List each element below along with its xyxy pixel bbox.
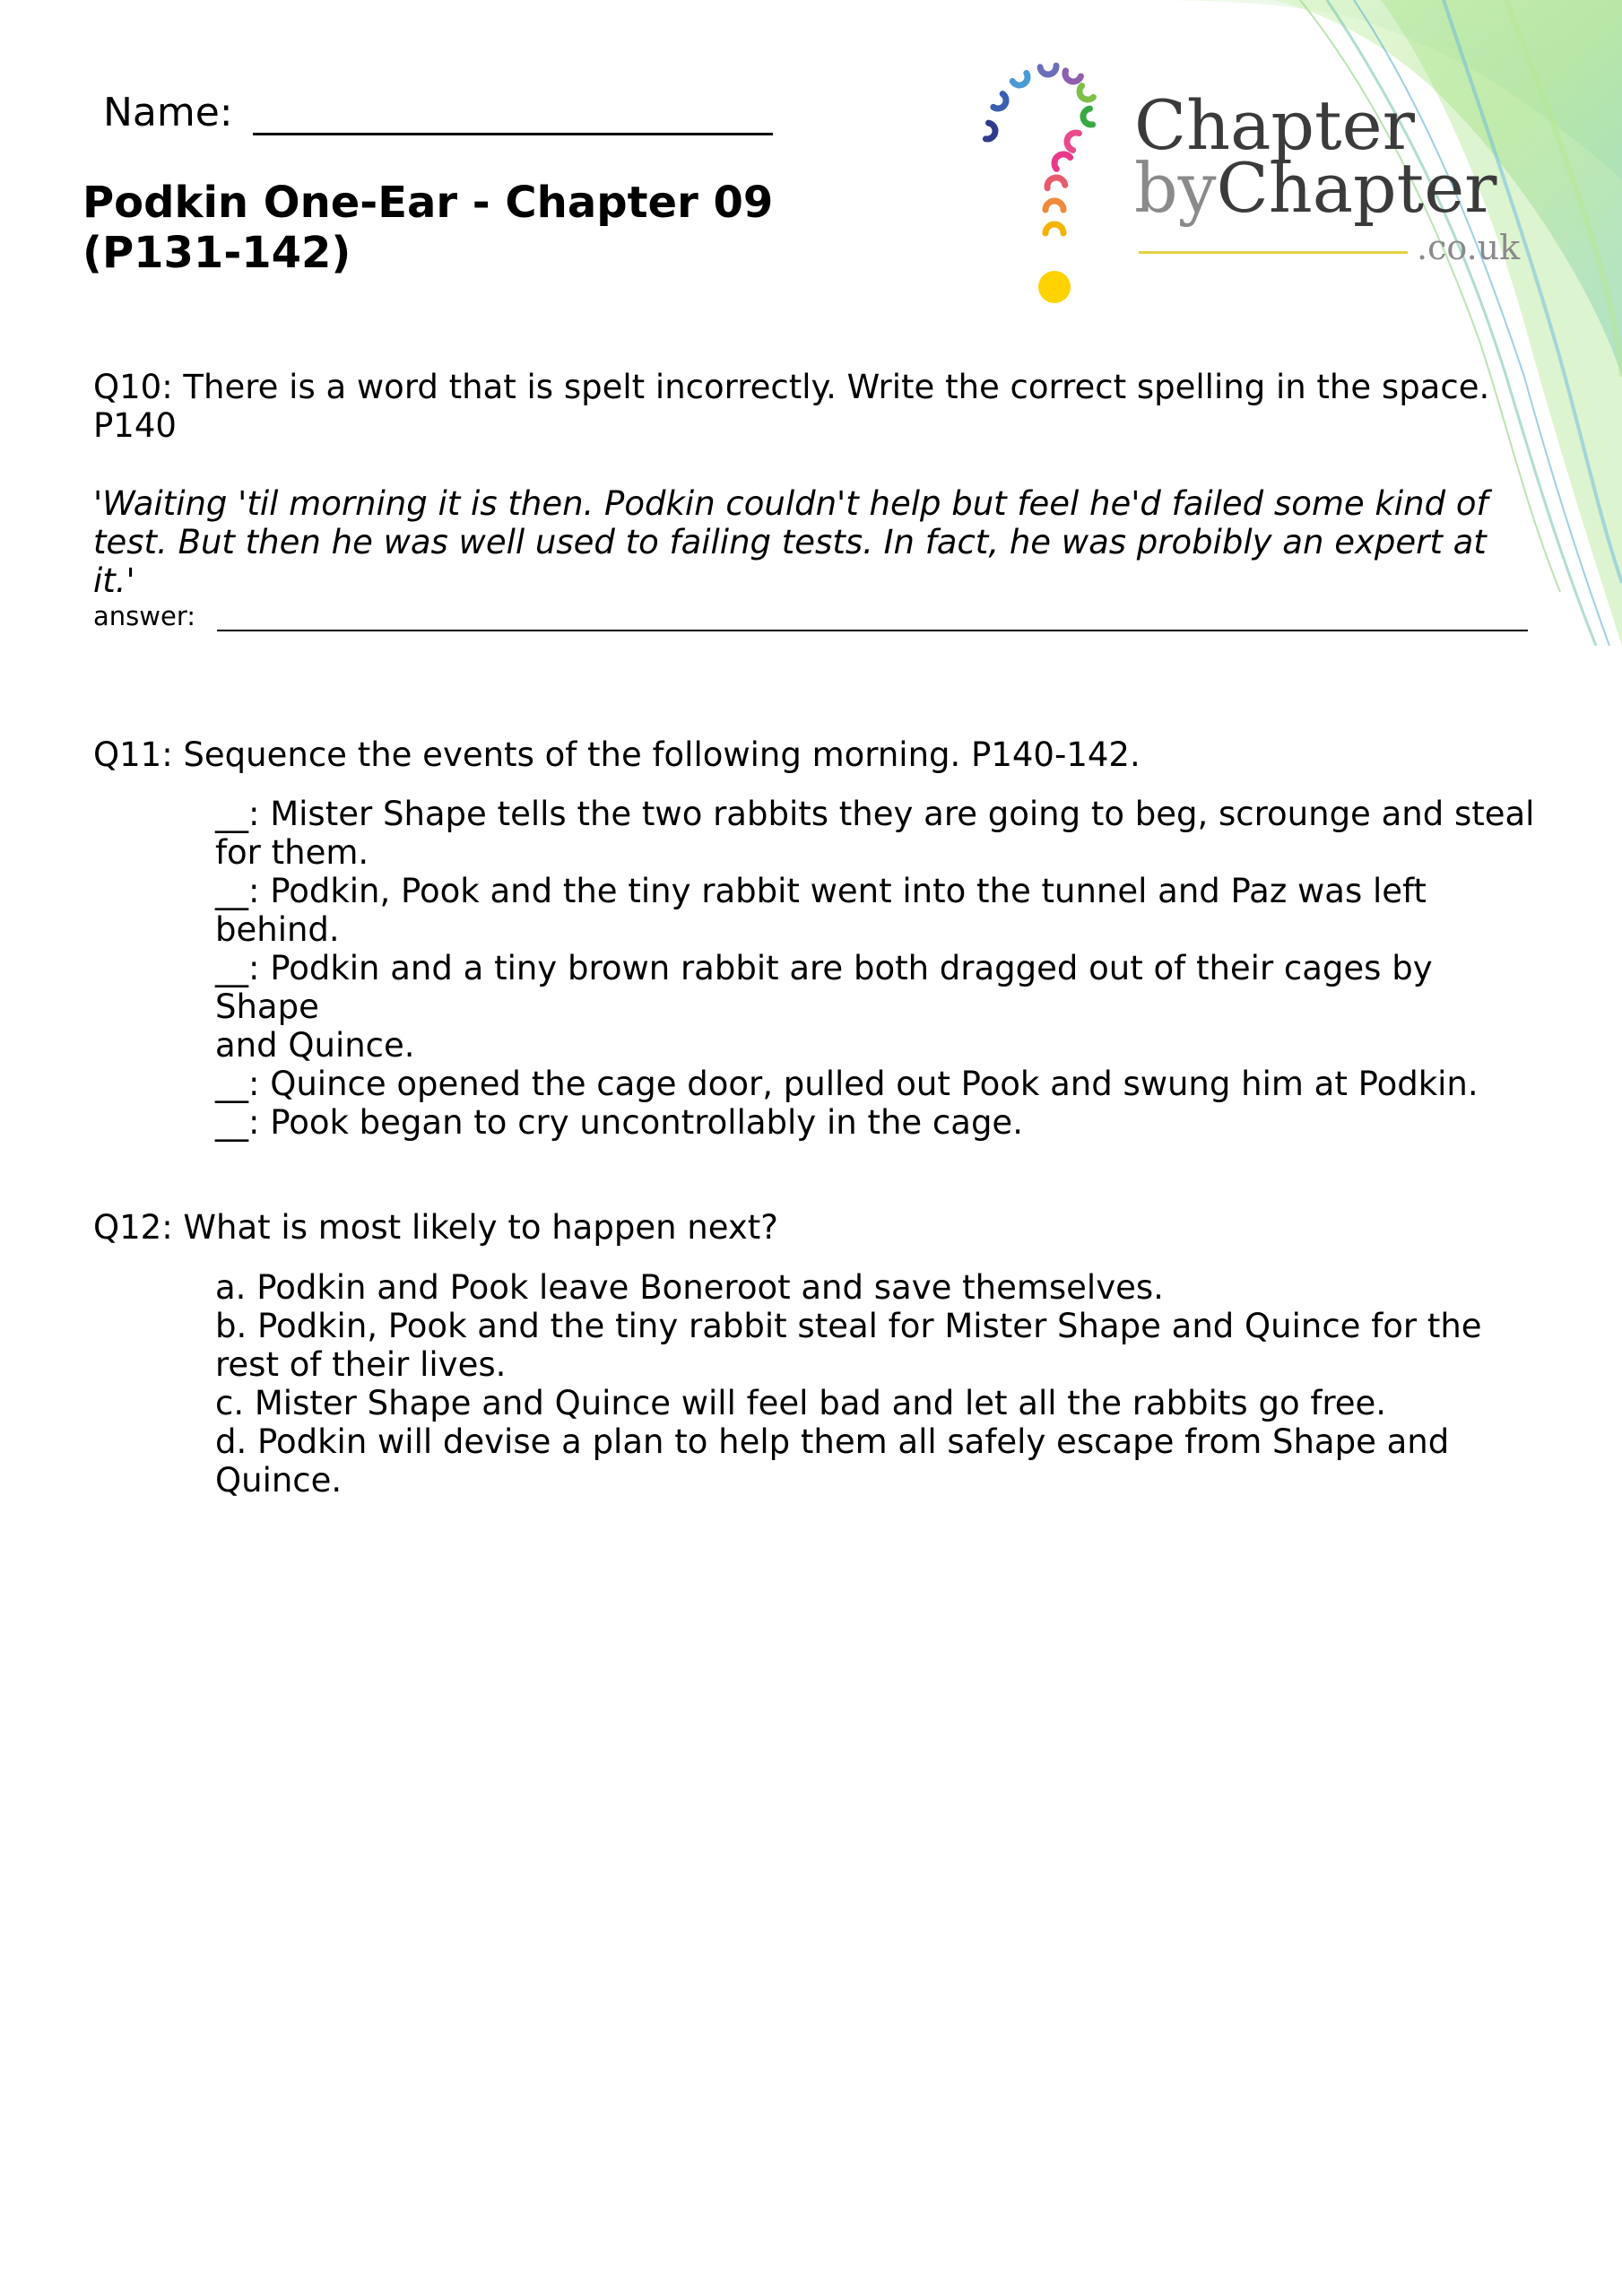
sequence-item-line-1: __: Podkin and a tiny brown rabbit are both dragged out of their cages by Shape	[215, 949, 1433, 1026]
option-line-1: b. Podkin, Pook and the tiny rabbit steal for Mister Shape and Quince for the	[215, 1307, 1482, 1345]
sequence-item[interactable]	[215, 1103, 1542, 1142]
sequence-item-line-2: and Quince.	[215, 1026, 415, 1065]
answer-blank-line[interactable]	[217, 603, 1528, 631]
q10-question-line-1: Q10: There is a word that is spelt incorrectly. Write the correct spelling in the space.	[93, 368, 1490, 406]
logo-word-by: by	[1134, 148, 1217, 228]
option-line-1: c. Mister Shape and Quince will feel bad and let all the rabbits go free.	[215, 1384, 1387, 1422]
option-line-1: d. Podkin will devise a plan to help them all safely escape from Shape and	[215, 1422, 1450, 1461]
worksheet-title	[82, 178, 889, 278]
q11-question: Q11: Sequence the events of the following morning. P140-142.	[93, 735, 1141, 774]
q10-question	[93, 368, 1528, 445]
option-d[interactable]	[215, 1422, 1542, 1500]
sequence-item[interactable]	[215, 1065, 1542, 1103]
sequence-item-line-2: for them.	[215, 833, 369, 872]
book-arc-icon	[968, 52, 1112, 312]
q10-quote-line-2: test. But then he was well used to failing tests. In fact, he was probibly an expert at it.'	[93, 523, 1487, 600]
title-line-2: (P131-142)	[82, 228, 351, 278]
q11-sequence-list	[215, 795, 1542, 1142]
answer-label: answer:	[93, 601, 196, 631]
q10-question-line-2: P140	[93, 406, 177, 445]
logo-line-2	[1134, 148, 1497, 228]
sequence-item-line-1: __: Podkin, Pook and the tiny rabbit went into the tunnel and Paz was left	[215, 872, 1427, 910]
option-line-1: a. Podkin and Pook leave Boneroot and save themselves.	[215, 1268, 1164, 1307]
name-field-row	[103, 90, 773, 135]
option-a[interactable]	[215, 1268, 1542, 1307]
q10-quote-line-1: 'Waiting 'til morning it is then. Podkin couldn't help but feel he'd failed some kind of	[93, 484, 1488, 523]
option-b[interactable]	[215, 1307, 1542, 1384]
sequence-item-line-1: __: Quince opened the cage door, pulled out Pook and swung him at Podkin.	[215, 1065, 1479, 1103]
logo-word-chapter-2: Chapter	[1216, 148, 1497, 228]
q12-options-list	[215, 1268, 1542, 1500]
sequence-item-line-2: behind.	[215, 910, 340, 949]
name-blank-line[interactable]	[253, 93, 773, 135]
sequence-item[interactable]	[215, 795, 1542, 872]
title-line-1: Podkin One-Ear - Chapter 09	[82, 178, 774, 228]
option-line-2: Quince.	[215, 1461, 343, 1500]
sequence-item-line-1: __: Pook began to cry uncontrollably in the cage.	[215, 1103, 1023, 1142]
chapter-by-chapter-logo	[968, 52, 1542, 312]
logo-word-chapter: Chapter	[1134, 85, 1415, 165]
option-line-2: rest of their lives.	[215, 1345, 507, 1384]
option-c[interactable]	[215, 1384, 1542, 1422]
sequence-item-line-1: __: Mister Shape tells the two rabbits they are going to beg, scrounge and steal	[215, 795, 1535, 833]
name-label: Name:	[103, 90, 233, 135]
q10-answer-row	[93, 601, 1528, 631]
q10-quote	[93, 484, 1537, 600]
sequence-item[interactable]	[215, 872, 1542, 949]
logo-underline	[1139, 251, 1408, 254]
logo-domain: .co.uk	[1417, 228, 1521, 267]
q12-question: Q12: What is most likely to happen next?	[93, 1208, 778, 1247]
sequence-item[interactable]	[215, 949, 1542, 1065]
